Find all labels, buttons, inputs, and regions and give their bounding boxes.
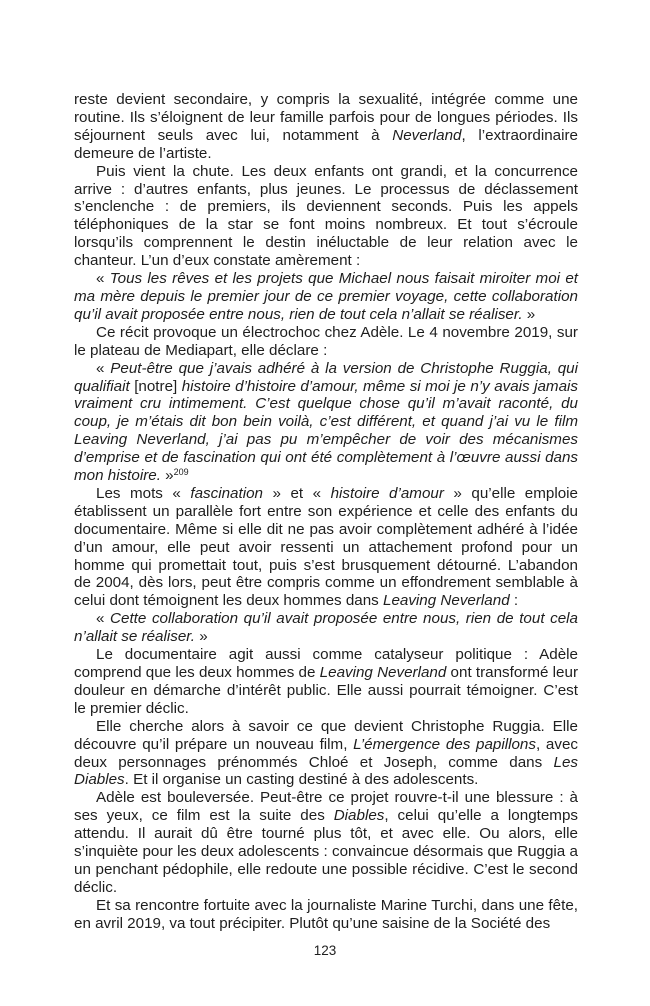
paragraph [74, 646, 578, 718]
text-run: « [96, 270, 110, 288]
quote-paragraph [74, 270, 578, 324]
text-run: , avec deux personnages prénommés Chloé et Joseph, comme dans [74, 735, 578, 771]
text-run: [notre] [129, 377, 182, 395]
footnote-ref: 209 [173, 467, 189, 478]
italic-text: histoire d’histoire d’amour, même si moi je n’y avais jamais vraiment cru intimement. C’est quelque chose qu’il m’avait raconté, du coup, je m’étais dit bon bein voilà, c’est différent, et quand j’ai vu le film Leaving Neverland, j’ai pas pu m’empêcher de voir des mécanismes d’emprise et de fascination qui ont été complètement à l’œuvre aussi dans mon histoire. [74, 377, 578, 485]
paragraph [74, 324, 578, 360]
paragraph [74, 897, 578, 933]
text-run: » [522, 305, 536, 323]
text-run: « [96, 359, 111, 377]
text-run: , celui qu’elle a longtemps attendu. Il aurait dû être tourné plus tôt, et avec elle. Ou alors, elle s’inquiète pour les deux adolescents : convaincue désormais que Ruggia a un penchant pédophile, elle redoute une possible récidive. C’est le second déclic. [74, 807, 578, 896]
paragraph [74, 485, 578, 610]
text-run: Adèle est bouleversée. Peut-être ce projet rouvre-t-il une blessure : à ses yeux, ce film est la suite des [74, 789, 578, 825]
page-number: 123 [313, 943, 337, 958]
text-run: Ce récit provoque un électrochoc chez Adèle. Le 4 novembre 2019, sur le plateau de Mediapart, elle déclare : [74, 323, 578, 359]
text-run: Elle cherche alors à savoir ce que devient Christophe Ruggia. Elle découvre qu’il prépare un nouveau film, [74, 717, 578, 753]
italic-text: Cette collaboration qu’il avait proposée entre nous, rien de tout cela n’allait se réaliser. [74, 610, 578, 646]
text-run: reste devient secondaire, y compris la sexualité, intégrée comme une routine. Ils s’éloignent de leur famille parfois pour de longues périodes. Ils séjournent seuls avec lui, notamment à [74, 91, 578, 144]
text-run: ont transformé leur douleur en démarche d’intérêt public. Elle aussi pourrait témoigner. C’est le premier déclic. [74, 664, 579, 717]
quote-paragraph [74, 610, 578, 646]
italic-text: Diables [333, 807, 385, 825]
page-body [74, 91, 578, 933]
paragraph [74, 163, 578, 270]
text-run: Le documentaire agit aussi comme catalyseur politique : Adèle comprend que les deux hommes de [74, 646, 578, 681]
paragraph [74, 718, 578, 790]
paragraph [74, 789, 578, 896]
text-run: Puis vient la chute. Les deux enfants ont grandi, et la concurrence arrive : d’autres enfants, plus jeunes. Le processus de déclassement s’enclenche : de premiers, ils deviennent seconds. Puis les appels téléphoniques de la star se font moins nombreux. Et tout s’écroule lorsqu’ils comprennent le destin inéluctable de leur relation avec le chanteur. L’un d’eux constate amèrement : [74, 162, 578, 270]
text-run: Et sa rencontre fortuite avec la journaliste Marine Turchi, dans une fête, en avril 2019, va tout précipiter. Plutôt qu’une saisine de la Société des [74, 896, 578, 932]
text-run: » [195, 628, 208, 646]
text-run: » [160, 467, 174, 485]
text-run: : [509, 592, 519, 610]
text-run: Les mots « [96, 484, 191, 502]
italic-text: Leaving Neverland [383, 592, 510, 610]
text-run: » qu’elle emploie établissent un parallèle fort entre son expérience et celle des enfants du documentaire. Même si elle dit ne pas avoir complètement adhéré à l’idée d’un amour, elle peut avoir ressenti un attachement profond pour un homme qui promettait tout, puis s’est brusquement détourné. L’abandon de 2004, dès lors, peut être compris comme un effondrement semblable à celui dont témoignent les deux hommes dans [74, 484, 578, 610]
italic-text: Peut-être que j’avais adhéré à la version de Christophe Ruggia, qui qualifiait [74, 359, 578, 395]
text-run: , l’extraordinaire demeure de l’artiste. [74, 126, 578, 162]
italic-text: L’émergence des papillons [353, 735, 536, 753]
text-run: « [96, 610, 111, 628]
quote-paragraph [74, 360, 578, 485]
italic-text: Les Diables [74, 753, 578, 789]
italic-text: Tous les rêves et les projets que Michael nous faisait miroiter moi et ma mère depuis le premier jour de ce premier voyage, cette collaboration qu’il avait proposée entre nous, rien de tout cela n’allait se réaliser. [74, 270, 578, 323]
paragraph [74, 91, 578, 163]
italic-text: histoire d’amour [330, 484, 444, 502]
italic-text: Neverland [392, 126, 462, 144]
italic-text: fascination [190, 484, 263, 502]
text-run: » et « [262, 484, 331, 502]
italic-text: Leaving Neverland [319, 664, 447, 681]
text-run: . Et il organise un casting destiné à des adolescents. [124, 771, 479, 789]
